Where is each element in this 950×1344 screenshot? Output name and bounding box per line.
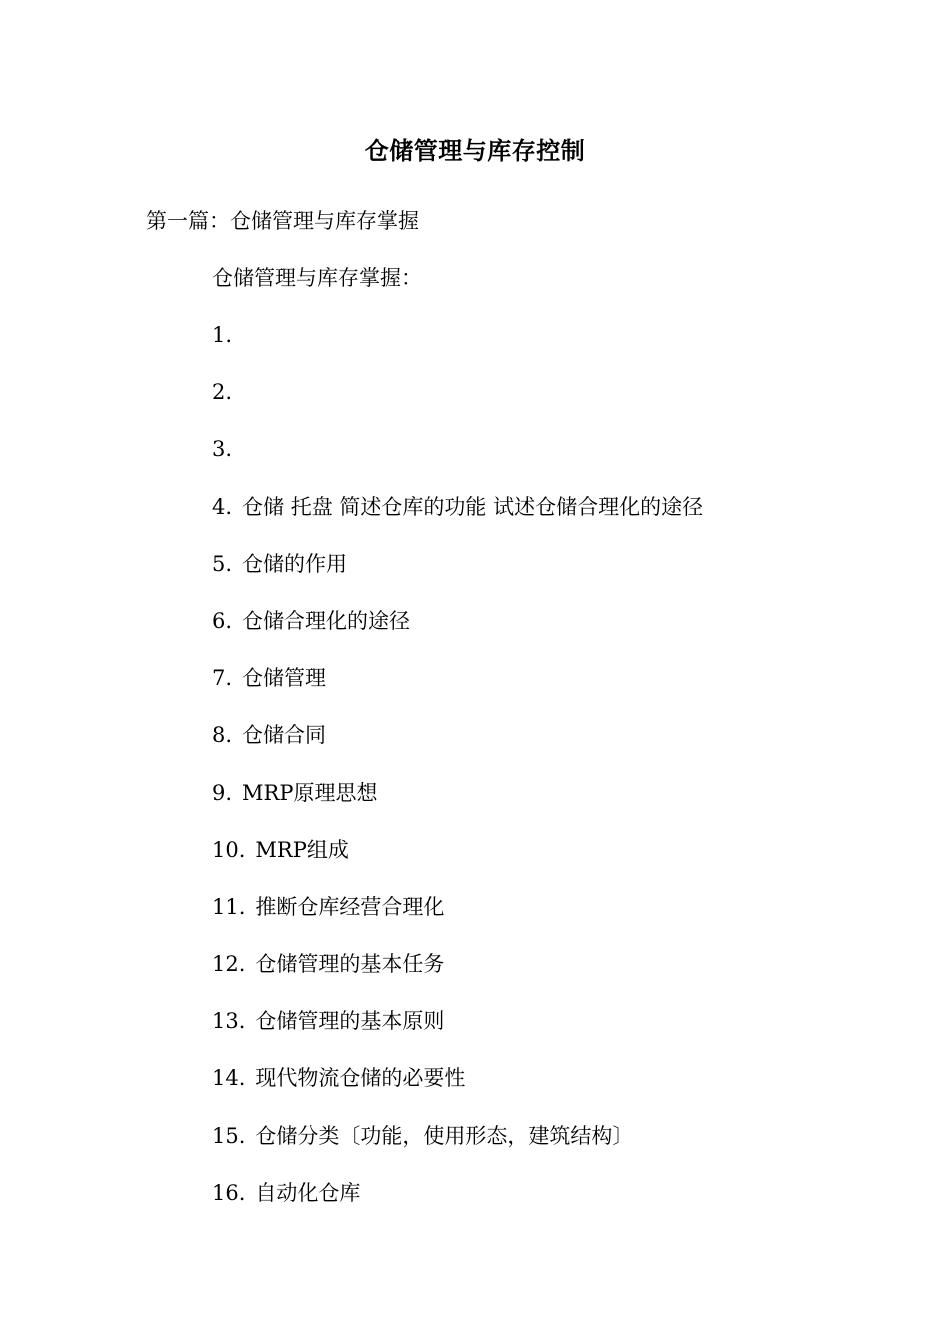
list-item [212, 376, 703, 433]
list-item-text: 仓储管理的基本任务 [255, 952, 445, 977]
list-item-number: 12. [212, 952, 246, 977]
list-item-text: 仓储管理 [242, 666, 327, 691]
list-item [212, 491, 703, 548]
intro-line: 仓储管理与库存掌握： [212, 266, 422, 290]
document-title: 仓储管理与库存控制 [364, 137, 586, 165]
list-item [212, 719, 703, 776]
list-item-number: 10. [212, 837, 246, 862]
list-item [212, 319, 703, 376]
list-item-number: 16. [212, 1180, 246, 1205]
list-item-number: 7. [212, 666, 233, 691]
section-heading: 第一篇：仓储管理与库存掌握 [146, 209, 419, 233]
list-item [212, 891, 703, 948]
list-item-number: 14. [212, 1066, 246, 1091]
list-item-number: 1. [212, 323, 233, 347]
list-item [212, 1005, 703, 1062]
list-item-text: 仓储合理化的途径 [242, 608, 411, 633]
list-item [212, 834, 703, 891]
list-item-number: 11. [212, 894, 246, 919]
list-item [212, 548, 703, 605]
list-item [212, 1062, 703, 1119]
list-item-number: 15. [212, 1123, 246, 1148]
list-item-number: 2. [212, 380, 233, 405]
list-item [212, 948, 703, 1005]
list-item-text: MRP原理思想 [242, 780, 378, 805]
list-item [212, 777, 703, 834]
list-item-number: 8. [212, 723, 233, 748]
list-item-text: MRP组成 [255, 837, 349, 862]
list-item-text: 推断仓库经营合理化 [255, 894, 445, 919]
list-item [212, 1120, 703, 1177]
list-item-text: 仓储分类〔功能，使用形态，建筑结构〕 [255, 1123, 634, 1148]
list-item-number: 4. [212, 494, 233, 519]
list-item-number: 6. [212, 608, 233, 633]
list-item-text: 自动化仓库 [255, 1180, 361, 1205]
list-item-number: 5. [212, 551, 233, 576]
list-item [212, 1177, 703, 1234]
list-item-text: 仓储 托盘 简述仓库的功能 试述仓储合理化的途径 [242, 494, 704, 519]
list-item-text: 现代物流仓储的必要性 [255, 1066, 466, 1091]
list-item-number: 9. [212, 780, 233, 805]
list-item [212, 433, 703, 490]
list-item-number: 13. [212, 1009, 246, 1034]
list-item [212, 662, 703, 719]
numbered-list [212, 319, 703, 1234]
list-item-text: 仓储管理的基本原则 [255, 1009, 445, 1034]
list-item-text: 仓储合同 [242, 723, 327, 748]
list-item-number: 3. [212, 437, 233, 462]
list-item-text: 仓储的作用 [242, 551, 348, 576]
list-item [212, 605, 703, 662]
